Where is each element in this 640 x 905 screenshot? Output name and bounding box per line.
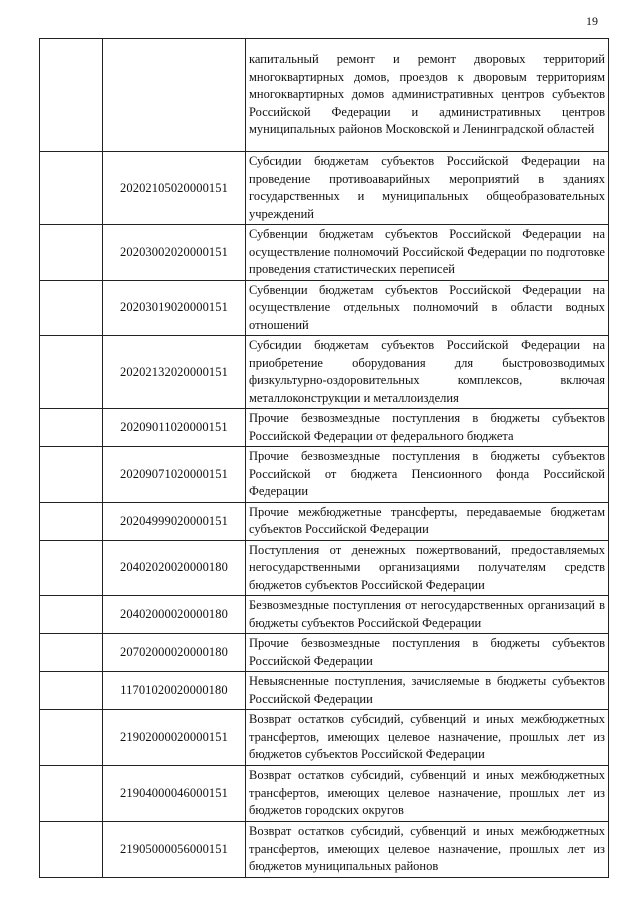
budget-description: Прочие безвозмездные поступления в бюджеты субъектов Российской Федерации	[246, 634, 609, 672]
budget-code: 20209071020000151	[103, 447, 246, 503]
empty-cell	[40, 766, 103, 822]
budget-description: Субвенции бюджетам субъектов Российской Федерации на осуществление отдельных полномочий в области водных отношений	[246, 280, 609, 336]
table-row	[40, 447, 609, 503]
budget-description: Субсидии бюджетам субъектов Российской Федерации на проведение противоаварийных мероприятий в зданиях государственных и муниципальных общеобразовательных учреждений	[246, 152, 609, 225]
table-row	[40, 502, 609, 540]
budget-code: 20202105020000151	[103, 152, 246, 225]
empty-cell	[40, 672, 103, 710]
empty-cell	[40, 447, 103, 503]
budget-code: 20402020020000180	[103, 540, 246, 596]
budget-code: 21902000020000151	[103, 710, 246, 766]
empty-cell	[40, 336, 103, 409]
budget-description: Прочие безвозмездные поступления в бюджеты субъектов Российской от бюджета Пенсионного фонда Российской Федерации	[246, 447, 609, 503]
empty-cell	[40, 710, 103, 766]
empty-cell	[40, 634, 103, 672]
table-row	[40, 596, 609, 634]
budget-code: 20702000020000180	[103, 634, 246, 672]
table-row	[40, 672, 609, 710]
empty-cell	[40, 502, 103, 540]
table-row	[40, 710, 609, 766]
table-row	[40, 280, 609, 336]
budget-code: 21905000056000151	[103, 822, 246, 878]
budget-code: 21904000046000151	[103, 766, 246, 822]
empty-cell	[40, 540, 103, 596]
empty-cell	[40, 225, 103, 281]
budget-code: 20203002020000151	[103, 225, 246, 281]
budget-code: 20204999020000151	[103, 502, 246, 540]
budget-description: Поступления от денежных пожертвований, предоставляемых негосударственными организациями получателям средств бюджетов субъектов Российской Федерации	[246, 540, 609, 596]
table-row	[40, 225, 609, 281]
table-row	[40, 766, 609, 822]
table-row	[40, 39, 609, 152]
budget-description: Прочие межбюджетные трансферты, передаваемые бюджетам субъектов Российской Федерации	[246, 502, 609, 540]
budget-description: Прочие безвозмездные поступления в бюджеты субъектов Российской Федерации от федерального бюджета	[246, 409, 609, 447]
budget-description: Безвозмездные поступления от негосударственных организаций в бюджеты субъектов Российской Федерации	[246, 596, 609, 634]
table-row	[40, 336, 609, 409]
budget-description: Субсидии бюджетам субъектов Российской Федерации на приобретение оборудования для быстровозводимых физкультурно-оздоровительных комплексов, включая металлоконструкции и металлоизделия	[246, 336, 609, 409]
table-row	[40, 152, 609, 225]
budget-description: капитальный ремонт и ремонт дворовых территорий многоквартирных домов, проездов к дворовым территориям многоквартирных домов административных центров субъектов Российской Федерации и административных центров муниципальных районов Московской и Ленинградской областей	[246, 39, 609, 152]
budget-code: 11701020020000180	[103, 672, 246, 710]
budget-description: Возврат остатков субсидий, субвенций и иных межбюджетных трансфертов, имеющих целевое назначение, прошлых лет из бюджетов городских округов	[246, 766, 609, 822]
budget-code: 20203019020000151	[103, 280, 246, 336]
budget-code: 20402000020000180	[103, 596, 246, 634]
empty-cell	[40, 280, 103, 336]
budget-codes-table	[39, 38, 609, 878]
budget-description: Возврат остатков субсидий, субвенций и иных межбюджетных трансфертов, имеющих целевое назначение, прошлых лет из бюджетов муниципальных районов	[246, 822, 609, 878]
budget-description: Субвенции бюджетам субъектов Российской Федерации на осуществление полномочий Российской Федерации по подготовке проведения статистических переписей	[246, 225, 609, 281]
empty-cell	[40, 409, 103, 447]
budget-code: 20202132020000151	[103, 336, 246, 409]
table-row	[40, 540, 609, 596]
budget-description: Невыясненные поступления, зачисляемые в бюджеты субъектов Российской Федерации	[246, 672, 609, 710]
empty-cell	[40, 39, 103, 152]
table-row	[40, 409, 609, 447]
page-number: 19	[586, 14, 598, 28]
table-row	[40, 822, 609, 878]
empty-cell	[40, 152, 103, 225]
budget-code	[103, 39, 246, 152]
budget-code: 20209011020000151	[103, 409, 246, 447]
empty-cell	[40, 822, 103, 878]
budget-description: Возврат остатков субсидий, субвенций и иных межбюджетных трансфертов, имеющих целевое назначение, прошлых лет из бюджетов субъектов Российской Федерации	[246, 710, 609, 766]
empty-cell	[40, 596, 103, 634]
table-row	[40, 634, 609, 672]
